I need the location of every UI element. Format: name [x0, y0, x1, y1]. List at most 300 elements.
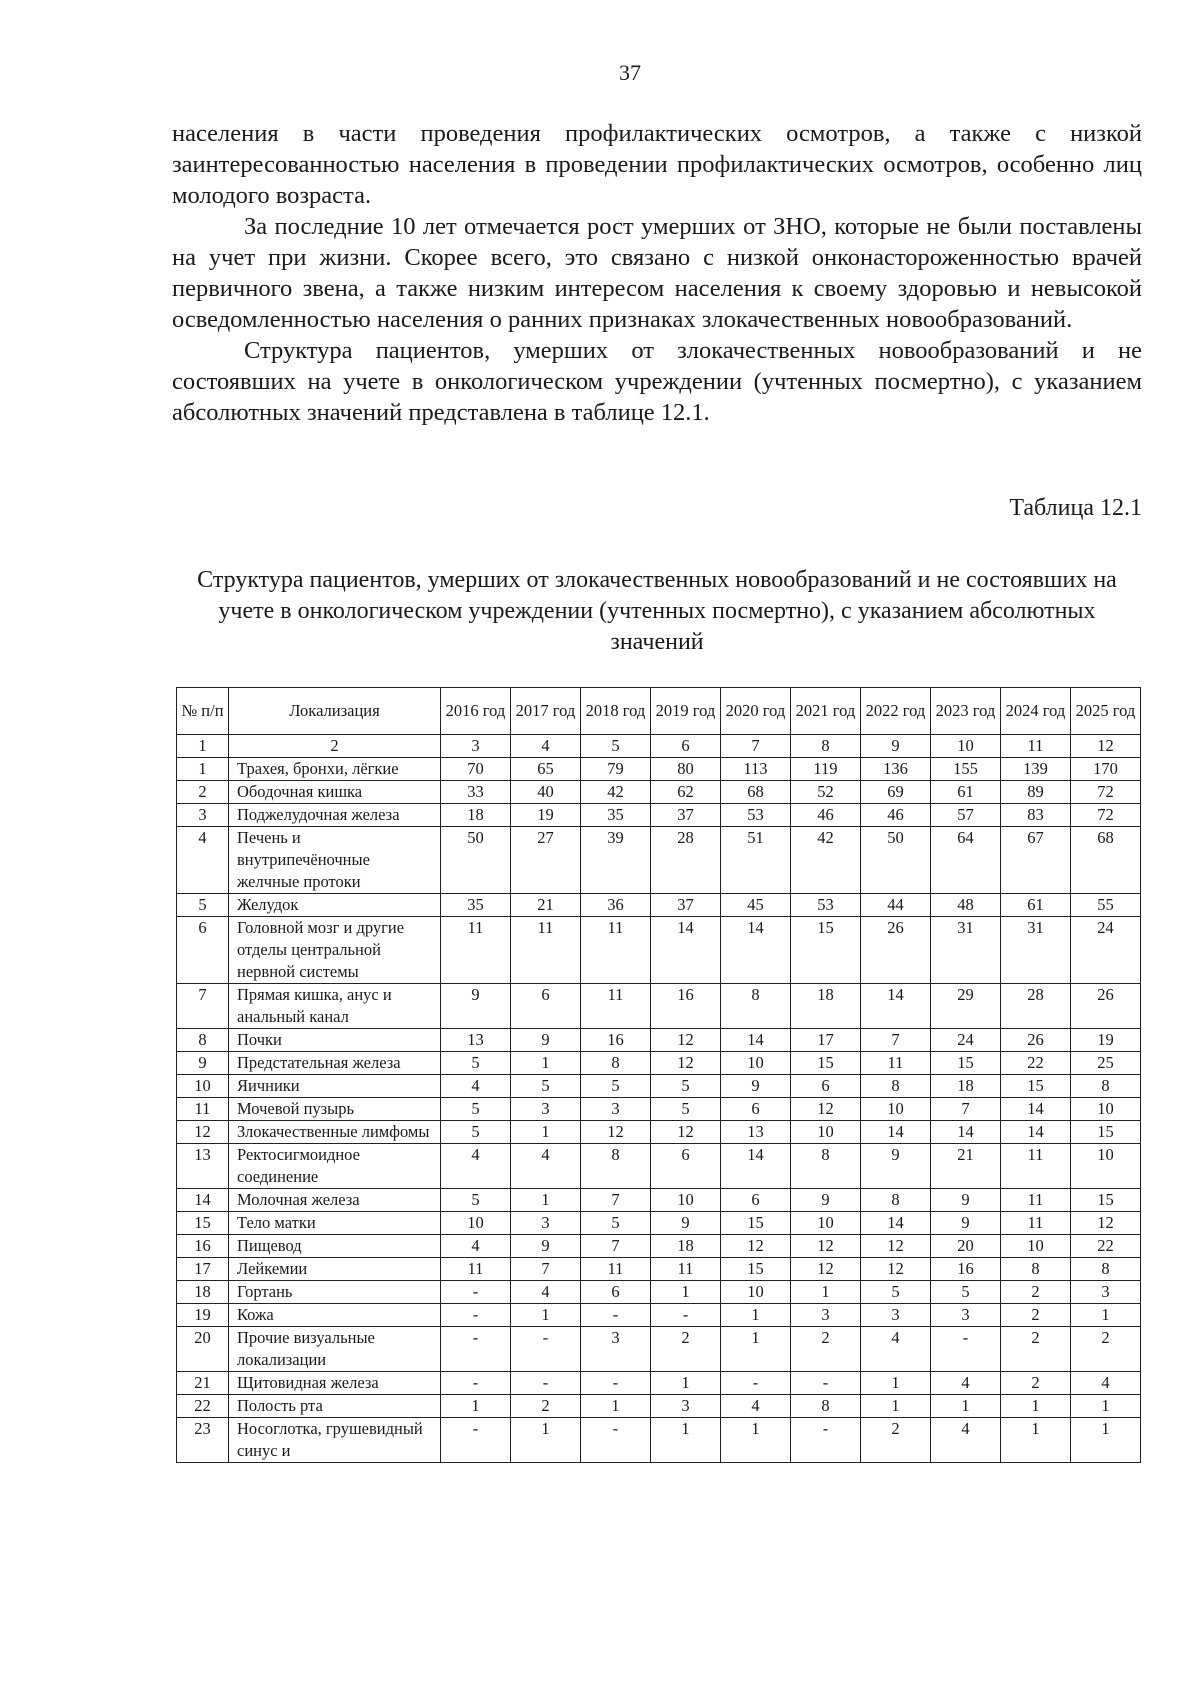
- row-value: 10: [721, 1281, 791, 1304]
- row-value: -: [441, 1327, 511, 1372]
- table-row: [177, 1258, 1141, 1281]
- row-value: 12: [651, 1029, 721, 1052]
- header-year: 2019 год: [651, 688, 721, 735]
- row-location: Кожа: [229, 1304, 441, 1327]
- row-value: 12: [721, 1235, 791, 1258]
- row-value: 18: [931, 1075, 1001, 1098]
- row-value: 2: [861, 1418, 931, 1463]
- row-value: 9: [861, 1144, 931, 1189]
- row-value: 4: [931, 1418, 1001, 1463]
- row-value: 8: [791, 1144, 861, 1189]
- row-value: 9: [441, 984, 511, 1029]
- row-value: 50: [861, 827, 931, 894]
- row-value: 4: [861, 1327, 931, 1372]
- row-value: 37: [651, 804, 721, 827]
- row-index: 13: [177, 1144, 229, 1189]
- header-year: 2020 год: [721, 688, 791, 735]
- row-value: 5: [651, 1075, 721, 1098]
- row-value: 31: [931, 917, 1001, 984]
- table-row: [177, 1235, 1141, 1258]
- column-number: 9: [861, 735, 931, 758]
- row-index: 6: [177, 917, 229, 984]
- row-index: 23: [177, 1418, 229, 1463]
- row-value: 1: [511, 1121, 581, 1144]
- row-index: 4: [177, 827, 229, 894]
- row-value: 11: [581, 917, 651, 984]
- row-location: Носоглотка, грушевидный синус и: [229, 1418, 441, 1463]
- row-value: 1: [1071, 1418, 1141, 1463]
- column-number: 4: [511, 735, 581, 758]
- row-value: 8: [1001, 1258, 1071, 1281]
- row-value: 1: [1071, 1304, 1141, 1327]
- row-value: 1: [791, 1281, 861, 1304]
- row-index: 14: [177, 1189, 229, 1212]
- column-number: 12: [1071, 735, 1141, 758]
- row-value: 3: [581, 1098, 651, 1121]
- row-value: 2: [1071, 1327, 1141, 1372]
- row-location: Печень и внутрипечёночные желчные протоки: [229, 827, 441, 894]
- row-index: 8: [177, 1029, 229, 1052]
- row-location: Ободочная кишка: [229, 781, 441, 804]
- table-row: [177, 1052, 1141, 1075]
- row-location: Яичники: [229, 1075, 441, 1098]
- row-value: 5: [441, 1052, 511, 1075]
- row-value: 3: [581, 1327, 651, 1372]
- row-value: 50: [441, 827, 511, 894]
- row-value: 10: [1071, 1144, 1141, 1189]
- row-value: 13: [721, 1121, 791, 1144]
- row-value: 1: [721, 1418, 791, 1463]
- row-value: 10: [1071, 1098, 1141, 1121]
- row-location: Прочие визуальные локализации: [229, 1327, 441, 1372]
- row-value: 5: [441, 1121, 511, 1144]
- row-value: 14: [721, 1029, 791, 1052]
- column-number: 7: [721, 735, 791, 758]
- row-value: 4: [441, 1144, 511, 1189]
- row-value: 51: [721, 827, 791, 894]
- row-value: 15: [931, 1052, 1001, 1075]
- header-year: 2023 год: [931, 688, 1001, 735]
- row-value: 11: [1001, 1144, 1071, 1189]
- row-location: Полость рта: [229, 1395, 441, 1418]
- row-value: 12: [861, 1235, 931, 1258]
- row-value: 1: [581, 1395, 651, 1418]
- row-value: 4: [1071, 1372, 1141, 1395]
- row-value: 8: [721, 984, 791, 1029]
- row-value: 72: [1071, 781, 1141, 804]
- row-value: 12: [581, 1121, 651, 1144]
- header-year: 2017 год: [511, 688, 581, 735]
- row-value: 46: [791, 804, 861, 827]
- column-number: 2: [229, 735, 441, 758]
- header-index: № п/п: [177, 688, 229, 735]
- row-value: 24: [1071, 917, 1141, 984]
- row-value: 10: [791, 1121, 861, 1144]
- row-value: 26: [861, 917, 931, 984]
- row-value: 12: [651, 1121, 721, 1144]
- row-value: 11: [511, 917, 581, 984]
- row-value: 18: [651, 1235, 721, 1258]
- row-value: 15: [1001, 1075, 1071, 1098]
- row-value: 1: [721, 1327, 791, 1372]
- row-value: -: [441, 1304, 511, 1327]
- row-value: 24: [931, 1029, 1001, 1052]
- row-value: 3: [511, 1098, 581, 1121]
- body-text: [172, 118, 1142, 428]
- row-value: 7: [861, 1029, 931, 1052]
- row-location: Ректосигмоидное соединение: [229, 1144, 441, 1189]
- row-location: Головной мозг и другие отделы центральной нервной системы: [229, 917, 441, 984]
- row-value: 64: [931, 827, 1001, 894]
- row-value: 44: [861, 894, 931, 917]
- row-index: 19: [177, 1304, 229, 1327]
- row-value: 16: [651, 984, 721, 1029]
- row-index: 9: [177, 1052, 229, 1075]
- table-row: [177, 1327, 1141, 1372]
- row-value: 1: [511, 1418, 581, 1463]
- row-value: 8: [1071, 1258, 1141, 1281]
- row-value: -: [441, 1418, 511, 1463]
- row-value: 21: [931, 1144, 1001, 1189]
- row-value: 48: [931, 894, 1001, 917]
- row-value: 55: [1071, 894, 1141, 917]
- row-location: Поджелудочная железа: [229, 804, 441, 827]
- row-value: 8: [861, 1075, 931, 1098]
- row-value: 1: [1071, 1395, 1141, 1418]
- row-value: 3: [861, 1304, 931, 1327]
- row-value: 18: [791, 984, 861, 1029]
- column-number: 1: [177, 735, 229, 758]
- row-value: 2: [1001, 1281, 1071, 1304]
- row-value: 5: [441, 1189, 511, 1212]
- row-value: 68: [1071, 827, 1141, 894]
- header-year: 2016 год: [441, 688, 511, 735]
- row-value: 28: [1001, 984, 1071, 1029]
- row-value: 10: [791, 1212, 861, 1235]
- column-number: 6: [651, 735, 721, 758]
- row-value: 18: [441, 804, 511, 827]
- table-row: [177, 1189, 1141, 1212]
- row-value: 10: [861, 1098, 931, 1121]
- row-value: 17: [791, 1029, 861, 1052]
- row-value: -: [931, 1327, 1001, 1372]
- row-value: 11: [581, 984, 651, 1029]
- row-index: 11: [177, 1098, 229, 1121]
- row-value: 2: [1001, 1327, 1071, 1372]
- row-location: Пищевод: [229, 1235, 441, 1258]
- row-value: 6: [651, 1144, 721, 1189]
- table-row: [177, 1372, 1141, 1395]
- row-value: 42: [581, 781, 651, 804]
- row-value: 10: [441, 1212, 511, 1235]
- row-value: 7: [511, 1258, 581, 1281]
- row-value: 46: [861, 804, 931, 827]
- row-value: 4: [721, 1395, 791, 1418]
- row-value: 61: [931, 781, 1001, 804]
- column-number: 10: [931, 735, 1001, 758]
- row-location: Мочевой пузырь: [229, 1098, 441, 1121]
- column-number: 8: [791, 735, 861, 758]
- paragraph-3: Структура пациентов, умерших от злокачественных новообразований и не состоявших на учете в онкологическом учреждении (учтенных посмертно), с указанием абсолютных значений представлена в таблице 12.1.: [172, 337, 1142, 426]
- row-value: 83: [1001, 804, 1071, 827]
- column-number: 11: [1001, 735, 1071, 758]
- row-value: 10: [721, 1052, 791, 1075]
- row-index: 7: [177, 984, 229, 1029]
- row-value: 5: [581, 1212, 651, 1235]
- row-value: 6: [721, 1098, 791, 1121]
- row-value: 8: [861, 1189, 931, 1212]
- row-value: 1: [861, 1372, 931, 1395]
- row-value: 9: [931, 1189, 1001, 1212]
- row-value: 113: [721, 758, 791, 781]
- row-value: 14: [721, 1144, 791, 1189]
- row-value: 10: [651, 1189, 721, 1212]
- table-row: [177, 1281, 1141, 1304]
- row-value: 12: [651, 1052, 721, 1075]
- row-value: 6: [581, 1281, 651, 1304]
- row-value: 4: [511, 1144, 581, 1189]
- header-year: 2024 год: [1001, 688, 1071, 735]
- row-value: 14: [651, 917, 721, 984]
- row-value: 14: [861, 984, 931, 1029]
- row-value: -: [581, 1418, 651, 1463]
- row-index: 12: [177, 1121, 229, 1144]
- row-value: 4: [441, 1235, 511, 1258]
- row-index: 3: [177, 804, 229, 827]
- row-value: 9: [721, 1075, 791, 1098]
- table-row: [177, 1395, 1141, 1418]
- row-value: 10: [1001, 1235, 1071, 1258]
- row-value: 80: [651, 758, 721, 781]
- row-value: 19: [1071, 1029, 1141, 1052]
- header-location: Локализация: [229, 688, 441, 735]
- row-value: 72: [1071, 804, 1141, 827]
- row-index: 21: [177, 1372, 229, 1395]
- row-value: 89: [1001, 781, 1071, 804]
- row-value: 36: [581, 894, 651, 917]
- row-index: 2: [177, 781, 229, 804]
- row-value: 14: [931, 1121, 1001, 1144]
- row-value: 9: [651, 1212, 721, 1235]
- row-value: 1: [651, 1372, 721, 1395]
- row-index: 15: [177, 1212, 229, 1235]
- row-value: 37: [651, 894, 721, 917]
- row-value: 9: [511, 1235, 581, 1258]
- row-value: 11: [441, 1258, 511, 1281]
- row-value: 8: [581, 1144, 651, 1189]
- row-value: 15: [721, 1212, 791, 1235]
- row-value: 40: [511, 781, 581, 804]
- row-value: 5: [651, 1098, 721, 1121]
- row-value: 12: [1071, 1212, 1141, 1235]
- row-value: 6: [511, 984, 581, 1029]
- row-value: 53: [791, 894, 861, 917]
- row-value: 9: [511, 1029, 581, 1052]
- row-value: 14: [721, 917, 791, 984]
- row-location: Трахея, бронхи, лёгкие: [229, 758, 441, 781]
- table-row: [177, 1029, 1141, 1052]
- header-year: 2022 год: [861, 688, 931, 735]
- row-value: 79: [581, 758, 651, 781]
- row-value: 11: [441, 917, 511, 984]
- row-value: 9: [791, 1189, 861, 1212]
- row-location: Тело матки: [229, 1212, 441, 1235]
- row-value: 11: [1001, 1212, 1071, 1235]
- row-index: 17: [177, 1258, 229, 1281]
- row-index: 5: [177, 894, 229, 917]
- row-value: 31: [1001, 917, 1071, 984]
- row-value: 14: [1001, 1098, 1071, 1121]
- row-value: 42: [791, 827, 861, 894]
- row-value: 8: [1071, 1075, 1141, 1098]
- row-value: 62: [651, 781, 721, 804]
- row-value: 1: [721, 1304, 791, 1327]
- row-value: 35: [581, 804, 651, 827]
- row-location: Молочная железа: [229, 1189, 441, 1212]
- row-value: 1: [651, 1418, 721, 1463]
- row-value: 25: [1071, 1052, 1141, 1075]
- row-value: 15: [1071, 1121, 1141, 1144]
- data-table: [176, 687, 1141, 1463]
- table-row: [177, 827, 1141, 894]
- row-value: 5: [581, 1075, 651, 1098]
- table-body: [177, 735, 1141, 1463]
- row-value: 8: [581, 1052, 651, 1075]
- row-value: -: [581, 1372, 651, 1395]
- row-value: 12: [861, 1258, 931, 1281]
- row-value: 14: [1001, 1121, 1071, 1144]
- row-value: 28: [651, 827, 721, 894]
- row-value: 22: [1071, 1235, 1141, 1258]
- table-header-row: [177, 688, 1141, 735]
- row-location: Желудок: [229, 894, 441, 917]
- table-row: [177, 1098, 1141, 1121]
- table-title: Структура пациентов, умерших от злокачественных новообразований и не состоявших на учете в онкологическом учреждении (учтенных посмертно), с указанием абсолютных значений: [197, 567, 1117, 655]
- table-row: [177, 1121, 1141, 1144]
- row-value: 67: [1001, 827, 1071, 894]
- paragraph-2: За последние 10 лет отмечается рост умерших от ЗНО, которые не были поставлены на учет при жизни. Скорее всего, это связано с низкой онконастороженностью врачей первичного звена, а также низким интересом населения к своему здоровью и невысокой осведомленностью населения о ранних признаках злокачественных новообразований.: [172, 213, 1142, 333]
- row-value: -: [581, 1304, 651, 1327]
- row-value: 45: [721, 894, 791, 917]
- row-value: 14: [861, 1212, 931, 1235]
- row-index: 22: [177, 1395, 229, 1418]
- header-year: 2025 год: [1071, 688, 1141, 735]
- row-value: 1: [1001, 1418, 1071, 1463]
- column-number: 5: [581, 735, 651, 758]
- row-value: -: [721, 1372, 791, 1395]
- row-value: 11: [861, 1052, 931, 1075]
- row-value: 1: [1001, 1395, 1071, 1418]
- row-value: 6: [721, 1189, 791, 1212]
- row-value: 5: [931, 1281, 1001, 1304]
- row-value: 4: [441, 1075, 511, 1098]
- row-value: 1: [441, 1395, 511, 1418]
- row-value: 2: [1001, 1304, 1071, 1327]
- row-value: 139: [1001, 758, 1071, 781]
- row-value: 29: [931, 984, 1001, 1029]
- row-value: 3: [651, 1395, 721, 1418]
- row-value: 11: [1001, 1189, 1071, 1212]
- row-value: 5: [861, 1281, 931, 1304]
- row-value: 6: [791, 1075, 861, 1098]
- row-value: 2: [791, 1327, 861, 1372]
- row-value: 19: [511, 804, 581, 827]
- row-value: 8: [791, 1395, 861, 1418]
- row-location: Предстательная железа: [229, 1052, 441, 1075]
- row-value: 70: [441, 758, 511, 781]
- row-value: -: [791, 1372, 861, 1395]
- row-value: 15: [1071, 1189, 1141, 1212]
- table-row: [177, 894, 1141, 917]
- row-value: 26: [1071, 984, 1141, 1029]
- table-row: [177, 1304, 1141, 1327]
- row-value: 15: [791, 1052, 861, 1075]
- row-value: 4: [931, 1372, 1001, 1395]
- row-value: 1: [651, 1281, 721, 1304]
- row-value: 53: [721, 804, 791, 827]
- row-value: -: [791, 1418, 861, 1463]
- row-value: 9: [931, 1212, 1001, 1235]
- row-value: 5: [441, 1098, 511, 1121]
- row-value: 1: [861, 1395, 931, 1418]
- row-value: 12: [791, 1258, 861, 1281]
- row-value: -: [441, 1281, 511, 1304]
- row-location: Гортань: [229, 1281, 441, 1304]
- row-value: 7: [581, 1235, 651, 1258]
- row-value: 2: [1001, 1372, 1071, 1395]
- row-value: 7: [581, 1189, 651, 1212]
- table-row: [177, 917, 1141, 984]
- row-value: 16: [931, 1258, 1001, 1281]
- header-year: 2021 год: [791, 688, 861, 735]
- row-location: Щитовидная железа: [229, 1372, 441, 1395]
- row-value: 1: [511, 1189, 581, 1212]
- row-value: 1: [511, 1304, 581, 1327]
- row-value: 12: [791, 1235, 861, 1258]
- row-value: 4: [511, 1281, 581, 1304]
- row-value: 11: [651, 1258, 721, 1281]
- row-value: 119: [791, 758, 861, 781]
- row-value: 3: [791, 1304, 861, 1327]
- row-value: -: [651, 1304, 721, 1327]
- table-row: [177, 1212, 1141, 1235]
- row-value: 15: [791, 917, 861, 984]
- row-value: 14: [861, 1121, 931, 1144]
- row-value: -: [511, 1372, 581, 1395]
- row-value: 11: [581, 1258, 651, 1281]
- row-index: 18: [177, 1281, 229, 1304]
- row-value: 61: [1001, 894, 1071, 917]
- table-row: [177, 1418, 1141, 1463]
- paragraph-1: населения в части проведения профилактических осмотров, а также с низкой заинтересованностью населения в проведении профилактических осмотров, особенно лиц молодого возраста.: [172, 120, 1142, 209]
- row-value: 39: [581, 827, 651, 894]
- row-location: Злокачественные лимфомы: [229, 1121, 441, 1144]
- row-value: 21: [511, 894, 581, 917]
- row-value: 13: [441, 1029, 511, 1052]
- row-value: 3: [1071, 1281, 1141, 1304]
- table-row: [177, 781, 1141, 804]
- row-index: 16: [177, 1235, 229, 1258]
- table-row: [177, 758, 1141, 781]
- row-value: 15: [721, 1258, 791, 1281]
- row-value: 170: [1071, 758, 1141, 781]
- row-location: Почки: [229, 1029, 441, 1052]
- row-value: 27: [511, 827, 581, 894]
- row-value: 2: [511, 1395, 581, 1418]
- row-index: 20: [177, 1327, 229, 1372]
- row-value: 12: [791, 1098, 861, 1121]
- row-value: 7: [931, 1098, 1001, 1121]
